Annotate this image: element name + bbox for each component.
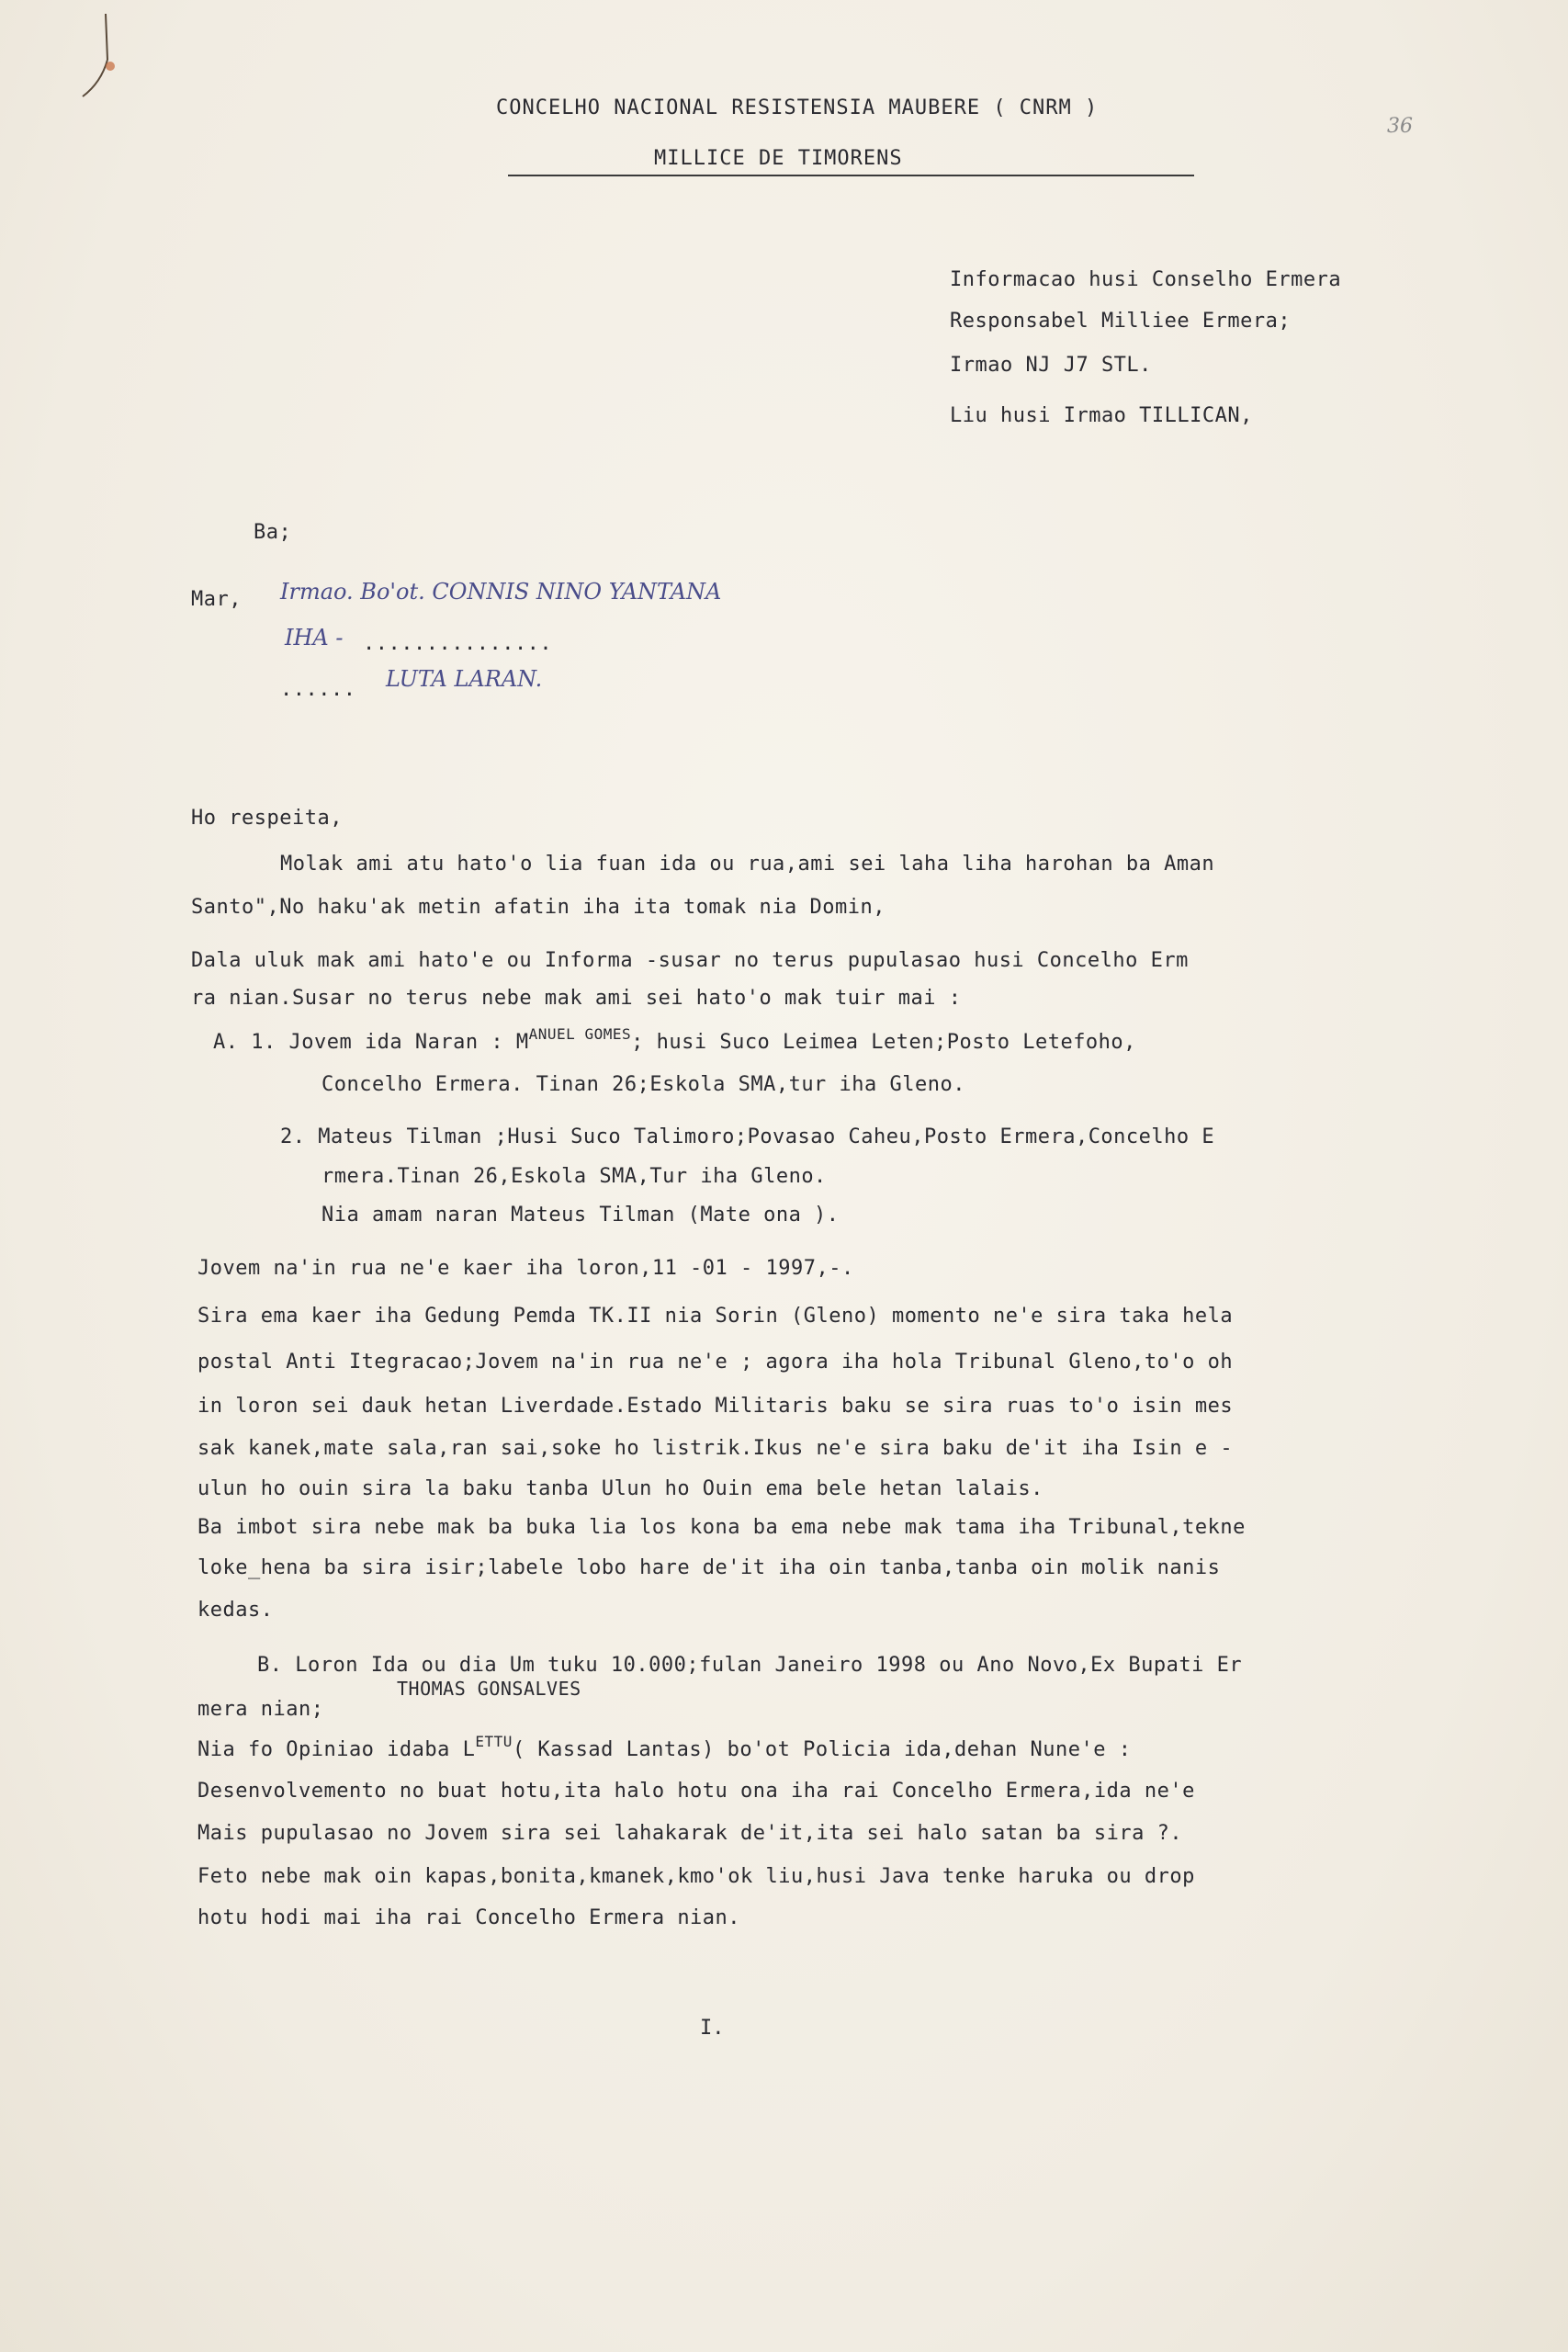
paragraph-b-line-3-rest: ( Kassad Lantas) bo'ot Policia ida,dehan Nune'e :	[512, 1738, 1132, 1761]
item-a-prefix: A. 1. Jovem ida Naran : M	[213, 1031, 529, 1054]
item-a-name-superscript: ANUEL GOMES	[528, 1025, 632, 1043]
paragraph-b-line-3-prefix: Nia fo Opiniao idaba L	[197, 1738, 476, 1761]
item-2-line-2: rmera.Tinan 26,Eskola SMA,Tur iha Gleno.	[321, 1165, 827, 1188]
paragraph-b-line-2: mera nian;	[197, 1698, 324, 1721]
paragraph-1-line-1: Molak ami atu hato'o lia fuan ida ou rua,ami sei laha liha harohan ba Aman	[280, 853, 1215, 876]
item-a-rest: ; husi Suco Leimea Leten;Posto Letefoho,	[631, 1031, 1136, 1054]
paragraph-1-line-2: Santo",No haku'ak metin afatin iha ita tomak nia Domin,	[191, 896, 886, 919]
page-number: I.	[700, 2017, 725, 2040]
handwritten-iha: IHA -	[285, 625, 344, 650]
paragraph-2-line-1: Dala uluk mak ami hato'e ou Informa -susar no terus pupulasao husi Concelho Erm	[191, 949, 1189, 972]
ba-label: Ba;	[254, 521, 292, 544]
address-dots-3: ......	[280, 678, 356, 701]
paragraph-3-line-6: ulun ho ouin sira la baku tanba Ulun ho Ouin ema bele hetan lalais.	[197, 1477, 1043, 1500]
item-2-line-3: Nia amam naran Mateus Tilman (Mate ona ).	[321, 1204, 840, 1227]
org-title: CONCELHO NACIONAL RESISTENSIA MAUBERE ( CNRM )	[496, 96, 1099, 119]
paragraph-3-line-3: postal Anti Itegracao;Jovem na'in rua ne'e ; agora iha hola Tribunal Gleno,to'o oh	[197, 1351, 1234, 1374]
recipient-line-2: Responsabel Milliee Ermera;	[950, 310, 1292, 333]
paragraph-4-line-3: kedas.	[197, 1599, 274, 1622]
recipient-line-1: Informacao husi Conselho Ermera	[950, 268, 1342, 291]
paragraph-b-line-1: B. Loron Ida ou dia Um tuku 10.000;fulan Janeiro 1998 ou Ano Novo,Ex Bupati Er	[257, 1654, 1243, 1677]
item-2-line-1: 2. Mateus Tilman ;Husi Suco Talimoro;Povasao Caheu,Posto Ermera,Concelho E	[280, 1125, 1215, 1148]
paragraph-b-names: THOMAS GONSALVES	[397, 1678, 581, 1700]
paragraph-b-line-7: hotu hodi mai iha rai Concelho Ermera nian.	[197, 1906, 741, 1929]
recipient-line-3: Irmao NJ J7 STL.	[950, 354, 1152, 377]
item-a-1-line-2: Concelho Ermera. Tinan 26;Eskola SMA,tur iha Gleno.	[321, 1073, 966, 1096]
paragraph-4-line-2: loke_hena ba sira isir;labele lobo hare de'it iha oin tanba,tanba oin molik nanis	[197, 1556, 1221, 1579]
header-underline	[508, 175, 1194, 176]
paragraph-3-line-4: in loron sei dauk hetan Liverdade.Estado Militaris baku se sira ruas to'o isin mes	[197, 1395, 1234, 1418]
paragraph-3-line-1: Jovem na'in rua ne'e kaer iha loron,11 -01 - 1997,-.	[197, 1257, 854, 1280]
paragraph-b-line-6: Feto nebe mak oin kapas,bonita,kmanek,kmo'ok liu,husi Java tenke haruka ou drop	[197, 1865, 1195, 1888]
paragraph-3-line-5: sak kanek,mate sala,ran sai,soke ho listrik.Ikus ne'e sira baku de'it iha Isin e -	[197, 1437, 1234, 1460]
greeting: Ho respeita,	[191, 807, 343, 830]
handwritten-addressee: Irmao. Bo'ot. CONNIS NINO YANTANA	[280, 579, 722, 605]
org-subtitle: MILLICE DE TIMORENS	[654, 147, 903, 170]
paragraph-b-line-5: Mais pupulasao no Jovem sira sei lahakarak de'it,ita sei halo satan ba sira ?.	[197, 1822, 1183, 1845]
paragraph-b-name-superscript: ETTU	[475, 1733, 513, 1750]
mar-label: Mar,	[191, 588, 242, 611]
paragraph-b-line-3	[197, 1733, 1132, 1761]
paragraph-4-line-1: Ba imbot sira nebe mak ba buka lia los kona ba ema nebe mak tama iha Tribunal,tekne	[197, 1516, 1246, 1539]
staple-mark-icon	[55, 9, 138, 110]
paragraph-3-line-2: Sira ema kaer iha Gedung Pemda TK.II nia Sorin (Gleno) momento ne'e sira taka hela	[197, 1305, 1234, 1328]
paragraph-2-line-2: ra nian.Susar no terus nebe mak ami sei hato'o mak tuir mai :	[191, 987, 962, 1010]
paragraph-b-line-4: Desenvolvemento no buat hotu,ita halo hotu ona iha rai Concelho Ermera,ida ne'e	[197, 1780, 1195, 1803]
page-annotation: 36	[1387, 115, 1413, 138]
handwritten-luta-laran: LUTA LARAN.	[386, 666, 543, 692]
item-a-1-line-1	[213, 1025, 1136, 1054]
address-dots-2: ...............	[363, 632, 553, 655]
recipient-line-4: Liu husi Irmao TILLICAN,	[950, 404, 1253, 427]
